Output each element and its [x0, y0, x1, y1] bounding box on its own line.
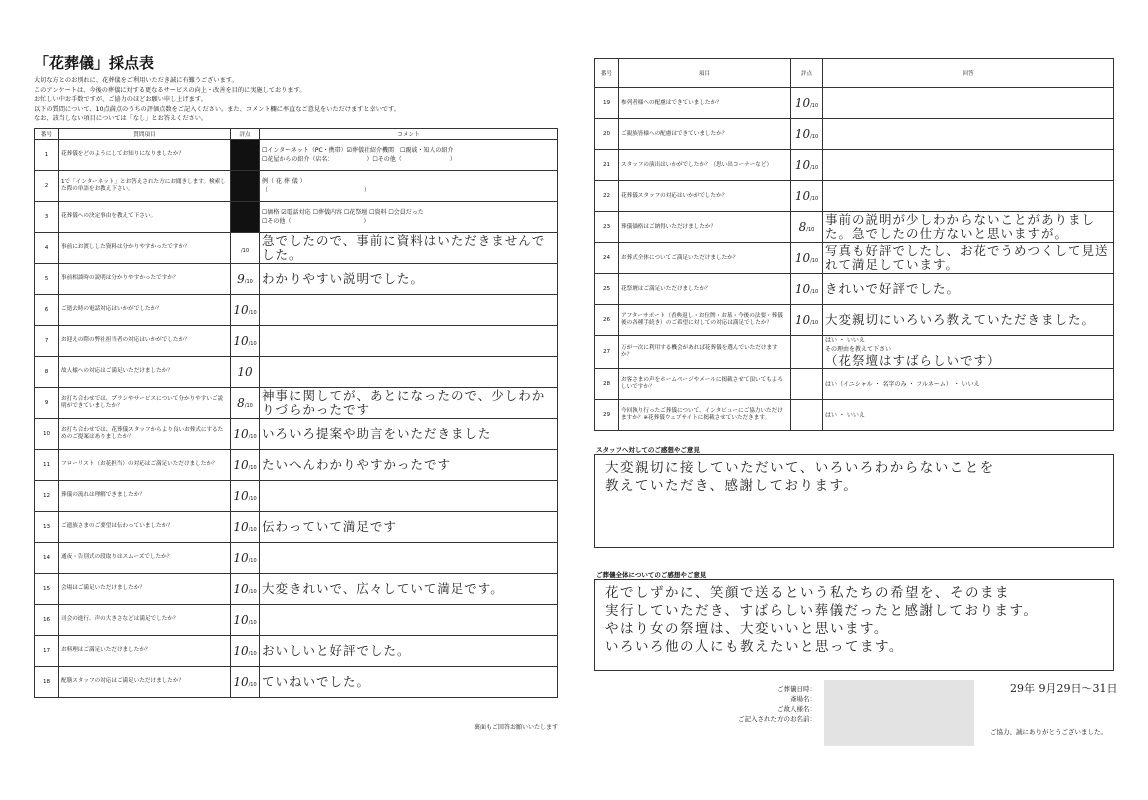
score-unit: /10: [244, 402, 253, 409]
option-line: ☐インターネット（PC・携帯）☑葬儀社紹介機関 ☐親戚・知人の紹介: [262, 146, 454, 154]
redacted-area: [824, 680, 974, 746]
table-row: [35, 635, 558, 666]
handwritten-comment: 写真も好評でしたし、お花でうめつくして見送れて満足しています。: [825, 243, 1109, 272]
table-row: [595, 305, 1114, 336]
question-text: 花祭壇はご満足いただけましたか？: [619, 274, 791, 305]
score-cell: [791, 336, 823, 369]
intro-line: 大切な方とのお別れに、花葬儀をご利用いただき誠に有難うございます。: [34, 77, 238, 84]
score-cell: [791, 150, 823, 181]
table-row: [595, 212, 1114, 243]
option-line: ☐その他（ ）: [262, 217, 370, 225]
comment-line: やはり女の祭壇は、大変いいと思います。: [605, 621, 889, 637]
answer-cell: [823, 336, 1114, 369]
score-cell: [231, 170, 260, 201]
score-unit: /10: [240, 247, 250, 254]
question-text: 花葬儀への決定事由を教えて下さい。: [59, 201, 231, 232]
comment-cell: [260, 573, 558, 604]
question-number: 13: [35, 511, 59, 542]
comment-cell: [260, 542, 558, 573]
handwritten-comment: ていねいでした。: [262, 673, 371, 689]
header-score: 評点: [231, 128, 260, 139]
score-cell: [791, 181, 823, 212]
score-value: 10: [794, 251, 811, 265]
question-text: 万が一次に利用する機会があれば花葬儀を選んでいただけますか？: [619, 336, 791, 369]
comment-cell: [260, 511, 558, 542]
header-score: 評点: [791, 59, 823, 88]
answer-cell: [823, 212, 1114, 243]
table-row: [595, 181, 1114, 212]
score-cell: [791, 305, 823, 336]
question-number: 1: [35, 139, 59, 170]
question-text: アフターサポート（香典返し・お位牌・お墓・今後の法要・葬儀後の各種手続き）のご希望に対しての対応は満足でしたか？: [619, 305, 791, 336]
question-text: スタッフの演出はいかがでしたか？（思い出コーナーなど）: [619, 150, 791, 181]
option-line: ☐価格 ☑電話対応 ☐葬儀内容 ☐花祭壇 ☐資料 ☐会員だった: [262, 208, 424, 216]
question-number: 23: [595, 212, 619, 243]
score-cell: [231, 666, 260, 697]
score-unit: /10: [248, 681, 257, 688]
question-text: 事前相談時の説明は分かりやすかったですか？: [59, 263, 231, 294]
question-text: フローリスト（お花担当）の対応はご満足いただけましたか？: [59, 449, 231, 480]
overall-comment-text: [595, 580, 1113, 660]
comment-line: いろいろ他の人にも教えたいと思ってます。: [605, 639, 904, 655]
score-value: 10: [794, 158, 811, 172]
score-cell: [231, 604, 260, 635]
question-number: 20: [595, 119, 619, 150]
question-number: 19: [595, 88, 619, 119]
score-cell: [231, 139, 260, 170]
table-row: [35, 263, 558, 294]
score-value: 10: [233, 550, 249, 565]
score-value: 10: [233, 333, 249, 348]
handwritten-comment: 事前の説明が少しわからないことがありました。急でしたの仕方ないと思いますが。: [825, 212, 1096, 241]
score-cell: [231, 232, 260, 263]
score-unit: /10: [810, 196, 819, 202]
question-text: 今回執り行ったご葬儀について、インタビューにご協力いただけますか？※花葬儀ウェブサイトに掲載させていただきます。: [619, 400, 791, 431]
score-cell: [791, 369, 823, 400]
score-cell: [231, 511, 260, 542]
question-number: 17: [35, 635, 59, 666]
comment-cell: [260, 418, 558, 449]
comment-cell: [260, 666, 558, 697]
score-value: 10: [233, 426, 249, 441]
comment-cell: [260, 139, 558, 170]
handwritten-comment: 伝わっていて満足です: [262, 518, 397, 534]
comment-cell: [260, 356, 558, 387]
score-cell: [231, 573, 260, 604]
table-row: [35, 294, 558, 325]
intro-line: このアンケートは、今後の葬儀に対する更なるサービスの向上・改善を目的に実施しております。: [34, 86, 306, 94]
score-value: 10: [794, 282, 811, 296]
table-row: [595, 336, 1114, 369]
comment-cell: [260, 635, 558, 666]
comment-cell: [260, 325, 558, 356]
score-value: 10: [794, 96, 811, 110]
question-text: お迎えの際の弊社担当者の対応はいかがでしたか？: [59, 325, 231, 356]
score-cell: [231, 263, 260, 294]
question-text: 配膳スタッフの対応はご満足いただけましたか？: [59, 666, 231, 697]
table-row: [595, 400, 1114, 431]
question-number: 22: [595, 181, 619, 212]
thanks-note: ご協力、誠にありがとうございました。: [990, 728, 1107, 736]
question-number: 11: [35, 449, 59, 480]
question-text: ご遺族さまのご要望は伝わっていましたか？: [59, 511, 231, 542]
score-unit: /10: [810, 134, 819, 140]
survey-table-right: [594, 58, 1114, 431]
staff-comment-text: [595, 455, 1113, 499]
comment-cell: [260, 480, 558, 511]
question-text: ご親族皆様への配慮はできていましたか？: [619, 119, 791, 150]
table-row: [35, 604, 558, 635]
score-unit: /10: [810, 320, 819, 326]
header-item: 質問項目: [59, 128, 231, 139]
header-no: 番号: [595, 59, 619, 88]
comment-line: 大変親切に接していただいて、いろいろわからないことを: [605, 460, 995, 476]
score-value: 10: [233, 488, 249, 503]
score-value: 10: [233, 674, 249, 689]
score-cell: [231, 480, 260, 511]
score-cell: [791, 119, 823, 150]
venue-label: 斎場名：: [790, 695, 816, 703]
question-number: 5: [35, 263, 59, 294]
question-text: 事前にお渡しした資料は分かりやすかったですか？: [59, 232, 231, 263]
question-number: 25: [595, 274, 619, 305]
score-value: 10: [233, 581, 249, 596]
question-number: 15: [35, 573, 59, 604]
header-item: 項目: [619, 59, 791, 88]
comment-cell: [260, 387, 558, 418]
question-number: 8: [35, 356, 59, 387]
question-number: 14: [35, 542, 59, 573]
staff-section-label: スタッフへ対してのご感想やご意見: [596, 446, 700, 454]
survey-table-left: [34, 128, 558, 698]
table-row: [595, 274, 1114, 305]
question-text: お葬式全体についてご満足いただけましたか？: [619, 243, 791, 274]
handwritten-comment: 大変親切にいろいろ教えていただきました。: [825, 312, 1096, 327]
score-value: 10: [794, 127, 811, 141]
left-page: [34, 52, 558, 731]
score-cell: [791, 243, 823, 274]
answer-cell: [823, 88, 1114, 119]
writer-name-label: ご記入された方のお名前：: [738, 715, 816, 723]
handwritten-comment: たいへんわかりやすかったです: [262, 456, 452, 472]
score-unit: /10: [806, 227, 815, 233]
table-row: [35, 666, 558, 697]
question-number: 28: [595, 369, 619, 400]
question-number: 12: [35, 480, 59, 511]
option-line: はい（イニシャル ・ 名字のみ ・ フルネーム） ・ いいえ: [825, 380, 980, 388]
question-text: 花葬儀をどのようにしてお知りになりましたか？: [59, 139, 231, 170]
score-unit: /10: [248, 340, 257, 347]
question-text: お料理はご満足いただけましたか？: [59, 635, 231, 666]
score-unit: /10: [248, 309, 257, 316]
option-line: その理由を教えて下さい: [825, 346, 892, 353]
question-number: 27: [595, 336, 619, 369]
score-cell: [231, 356, 260, 387]
table-row: [35, 542, 558, 573]
comment-line: 花でしずかに、笑顔で送るという私たちの希望を、そのまま: [605, 585, 1010, 601]
comment-line: 実行していただき、すばらしい葬儀だったと感謝しております。: [605, 603, 1039, 619]
answer-cell: [823, 181, 1114, 212]
question-text: 葬儀価格はご納得いただけましたか？: [619, 212, 791, 243]
score-value: 10: [233, 457, 249, 472]
question-text: お客さまの声をホームページやメールに掲載させて頂いてもよろしいですか？: [619, 369, 791, 400]
table-row: [595, 150, 1114, 181]
header-no: 番号: [35, 128, 59, 139]
score-cell: [231, 542, 260, 573]
score-unit: /10: [248, 588, 257, 595]
header-answer: 回答: [823, 59, 1114, 88]
left-footer-note: 裏面もご回答お願いいたします: [473, 724, 558, 731]
comment-cell: [260, 263, 558, 294]
score-unit: /10: [248, 526, 257, 533]
table-row: [595, 88, 1114, 119]
score-unit: /10: [810, 289, 819, 295]
comment-cell: [260, 170, 558, 201]
question-text: ご逝去時の電話対応はいかがでしたか？: [59, 294, 231, 325]
comment-cell: [260, 449, 558, 480]
table-row: [595, 243, 1114, 274]
score-cell: [231, 294, 260, 325]
table-row: [595, 369, 1114, 400]
score-value: 8: [237, 395, 245, 410]
handwritten-comment: 急でしたので、事前に資料はいただきませんでした。: [262, 232, 546, 262]
question-text: お打ち合わせでは、花葬儀スタッフからより良いお葬式にするためのご提案はありましたか？: [59, 418, 231, 449]
score-value: 10: [794, 313, 811, 327]
handwritten-comment: （花祭壇はすばらしいです）: [825, 353, 1001, 368]
question-number: 29: [595, 400, 619, 431]
overall-comment-box: [594, 579, 1114, 671]
score-unit: /10: [248, 650, 257, 657]
table-row: [35, 387, 558, 418]
question-number: 9: [35, 387, 59, 418]
handwritten-comment: いろいろ提案や助言をいただきました: [262, 425, 492, 441]
question-number: 7: [35, 325, 59, 356]
answer-cell: [823, 305, 1114, 336]
question-text: 通夜・告別式の段取りはスムーズでしたか？: [59, 542, 231, 573]
comment-cell: [260, 201, 558, 232]
option-line: （ ）: [262, 186, 371, 194]
score-unit: /10: [248, 464, 257, 471]
score-unit: /10: [810, 103, 819, 109]
score-value: 10: [233, 643, 249, 658]
question-text: 司会の進行、声の大きさなどは満足でしたか？: [59, 604, 231, 635]
question-number: 10: [35, 418, 59, 449]
score-unit: /10: [248, 557, 257, 564]
comment-cell: [260, 294, 558, 325]
table-row: [35, 418, 558, 449]
score-value: 8: [798, 220, 807, 234]
handwritten-comment: 神事に関してが、あとになったので、少しわかりづらかったです: [262, 387, 546, 417]
answer-cell: [823, 119, 1114, 150]
intro-line: お忙しい中お手数ですが、ご協力のほどお願い申し上げます。: [34, 96, 207, 104]
intro-line: なお、該当しない項目については「なし」とお答えください。: [34, 115, 208, 123]
score-cell: [791, 274, 823, 305]
question-text: お打ち合わせでは、プランやサービスについて分かりやすいご説明ができていましたか？: [59, 387, 231, 418]
score-unit: /10: [248, 433, 257, 440]
intro-line: 以下の質問について、10点満点のうちの評価点数をご記入ください。また、コメント欄に率直なご意見をいただけますと幸いです。: [34, 105, 401, 113]
question-number: 16: [35, 604, 59, 635]
answer-cell: [823, 369, 1114, 400]
question-text: 花葬儀スタッフの対応はいかがでしたか？: [619, 181, 791, 212]
score-unit: /10: [248, 619, 257, 626]
overall-section-label: ご葬儀全体についてのご感想やご意見: [596, 571, 707, 579]
intro-text: [34, 76, 558, 124]
score-value: 10: [237, 364, 253, 379]
question-number: 4: [35, 232, 59, 263]
score-cell: [791, 88, 823, 119]
table-row: [35, 480, 558, 511]
question-number: 2: [35, 170, 59, 201]
page-title: 「花葬儀」採点表: [34, 54, 155, 72]
deceased-name-label: ご故人様名：: [777, 705, 816, 713]
table-row: [35, 139, 558, 170]
score-unit: /10: [810, 165, 819, 171]
score-value: 10: [233, 302, 249, 317]
answer-cell: [823, 150, 1114, 181]
score-value: 10: [233, 612, 249, 627]
table-row: [595, 119, 1114, 150]
question-number: 6: [35, 294, 59, 325]
score-cell: [231, 635, 260, 666]
answer-cell: [823, 243, 1114, 274]
funeral-date-value: 29年 9月29日〜31日: [1010, 682, 1118, 695]
table-row: [35, 449, 558, 480]
score-cell: [231, 449, 260, 480]
question-text: 会場はご満足いただけましたか？: [59, 573, 231, 604]
score-unit: /10: [810, 258, 819, 264]
question-number: 18: [35, 666, 59, 697]
table-row: [35, 170, 558, 201]
comment-line: 教えていただき、感謝しております。: [605, 478, 859, 494]
score-unit: /10: [244, 278, 253, 285]
funeral-date-label: ご葬儀日時：: [777, 685, 816, 693]
table-row: [35, 232, 558, 263]
handwritten-comment: わかりやすい説明でした。: [262, 270, 425, 286]
question-text: 故人様への対応はご満足いただけましたか？: [59, 356, 231, 387]
table-row: [35, 356, 558, 387]
table-row: [35, 511, 558, 542]
question-number: 26: [595, 305, 619, 336]
score-cell: [791, 212, 823, 243]
score-cell: [231, 387, 260, 418]
question-text: 参列者様への配慮はできていましたか？: [619, 88, 791, 119]
score-cell: [791, 400, 823, 431]
handwritten-comment: 大変きれいで、広々していて満足です。: [262, 580, 504, 596]
question-number: 21: [595, 150, 619, 181]
table-row: [35, 573, 558, 604]
staff-comment-box: [594, 454, 1114, 548]
comment-cell: [260, 604, 558, 635]
option-line: 例（ 花 葬 儀 ）: [262, 177, 306, 185]
handwritten-comment: きれいで好評でした。: [825, 281, 961, 296]
score-value: 10: [233, 519, 249, 534]
table-row: [35, 201, 558, 232]
answer-cell: [823, 274, 1114, 305]
question-number: 3: [35, 201, 59, 232]
question-text: 1で「インターネット」とお答えされた方にお聞きします。検索した際の単語をお教え下さい。: [59, 170, 231, 201]
score-unit: /10: [248, 495, 257, 502]
option-line: はい ・ いいえ: [825, 411, 865, 419]
handwritten-comment: おいしいと好評でした。: [262, 642, 411, 658]
option-line: はい ・ いいえ: [825, 337, 865, 344]
comment-cell: [260, 232, 558, 263]
header-comment: コメント: [260, 128, 558, 139]
question-text: 葬儀の流れは理解できましたか？: [59, 480, 231, 511]
score-cell: [231, 418, 260, 449]
option-line: ☐花屋からの紹介（店名： ）☐その他（ ）: [262, 155, 456, 163]
score-value: 10: [794, 189, 811, 203]
score-value: 9: [237, 271, 245, 286]
question-number: 24: [595, 243, 619, 274]
answer-cell: [823, 400, 1114, 431]
score-cell: [231, 325, 260, 356]
table-row: [35, 325, 558, 356]
right-page: [594, 58, 1114, 431]
score-cell: [231, 201, 260, 232]
